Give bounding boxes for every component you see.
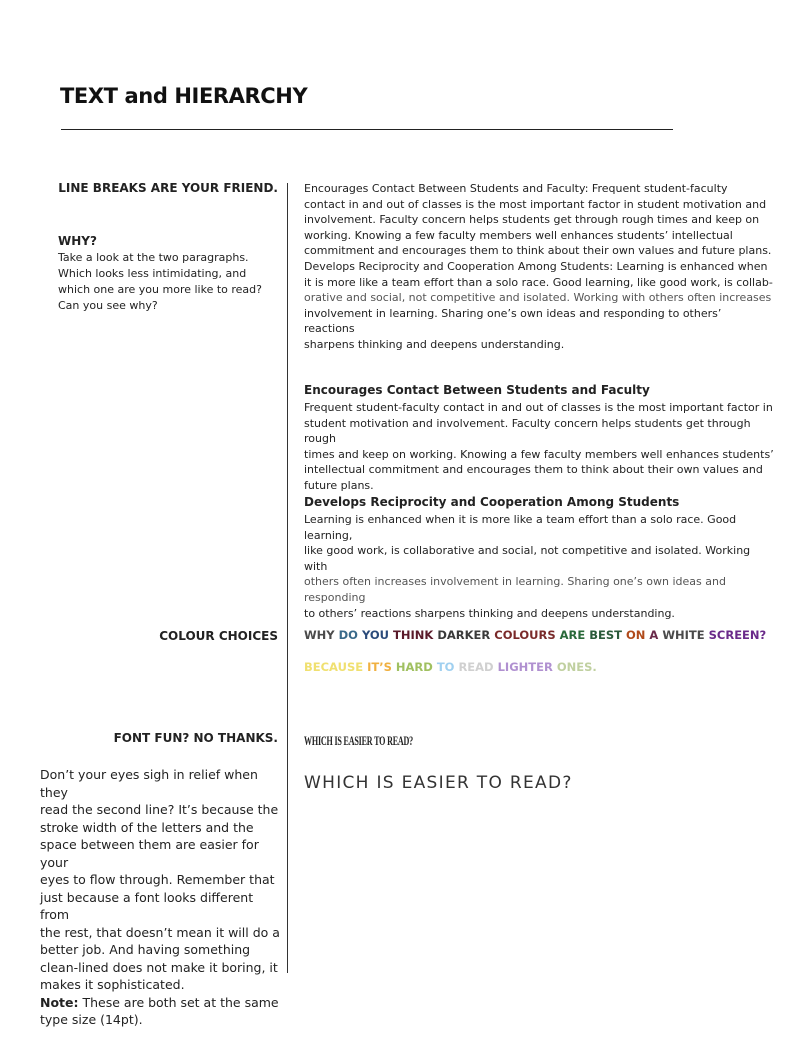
dark-colour-word: YOU [361, 628, 390, 642]
section1-paragraph [304, 400, 774, 494]
note-line-end: type size (14pt). [40, 1012, 143, 1027]
section2-line: others often increases involvement in learning. Sharing one’s own ideas and responding [304, 575, 726, 604]
section1-line: intellectual commitment and encourages them to think about their own values and [304, 463, 763, 477]
dark-colour-word: DARKER [437, 628, 491, 642]
block-line: involvement in learning. Sharing one’s own ideas and responding to others’ reactions [304, 306, 722, 336]
explanation-line: the rest, that doesn’t mean it will do a [40, 924, 280, 940]
dark-colours-sentence [304, 628, 770, 642]
clean-font-sample: WHICH IS EASIER TO READ? [304, 773, 573, 793]
explanation-line: Don’t your eyes sigh in relief when they [40, 767, 258, 800]
section1-line: student motivation and involvement. Faculty concern helps students get through rough [304, 416, 751, 446]
block-paragraph [304, 181, 774, 353]
condensed-font-sample: WHICH IS EASIER TO READ? [304, 733, 414, 748]
explanation-line: just because a font looks different from [40, 889, 254, 922]
light-colour-word: BECAUSE [304, 660, 364, 674]
note-line [40, 994, 280, 1012]
block-line: orative and social, not competitive and isolated. Working with others often increases [304, 291, 772, 305]
dark-colour-word: ARE [559, 628, 586, 642]
section2-line: like good work, is collaborative and social, not competitive and isolated. Working with [304, 544, 751, 573]
light-colour-word: HARD [395, 660, 433, 674]
why-heading: WHY? [58, 234, 97, 248]
block-line: working. Knowing a few faculty members well enhances students’ intellectual [304, 228, 733, 242]
block-line: Encourages Contact Between Students and Faculty: Frequent student-faculty [304, 182, 728, 195]
dark-colour-word: WHITE [662, 628, 705, 642]
line-breaks-heading: LINE BREAKS ARE YOUR FRIEND. [58, 181, 278, 195]
dark-colour-word: COLOURS [494, 628, 556, 642]
dark-colour-word: A [649, 628, 659, 642]
block-line: it is more like a team effort than a solo race. Good learning, like good work, is collab- [304, 275, 773, 289]
light-colour-word: IT’S [367, 660, 392, 674]
section1-line: Frequent student-faculty contact in and out of classes is the most important factor in [304, 401, 773, 414]
section2-line: to others’ reactions sharpens thinking and deepens understanding. [304, 606, 675, 620]
why-text: Take a look at the two paragraphs. Which looks less intimidating, and which one are you more like to read? Can you see why? [58, 251, 262, 312]
block-line: commitment and encourages them to think about their own values and future plans. [304, 244, 772, 258]
explanation-line: stroke width of the letters and the [40, 819, 254, 835]
explanation-line: makes it sophisticated. [40, 977, 185, 992]
dark-colour-word: ON [626, 628, 646, 642]
explanation-line: better job. And having something [40, 942, 251, 957]
light-colour-word: ONES. [556, 660, 597, 674]
font-fun-explanation [40, 766, 280, 1029]
dark-colour-word: WHY [304, 628, 335, 642]
section2-line: Learning is enhanced when it is more like a team effort than a solo race. Good learning, [304, 513, 737, 542]
dark-colour-word: DO [338, 628, 358, 642]
note-text: These are both set at the same [78, 994, 279, 1010]
block-line: involvement. Faculty concern helps students get through rough times and keep on [304, 213, 760, 227]
section2-heading: Develops Reciprocity and Cooperation Among Students [304, 495, 680, 509]
page-title: TEXT and HIERARCHY [60, 84, 308, 108]
block-line: contact in and out of classes is the most important factor in student motivation and [304, 197, 767, 211]
section1-line: future plans. [304, 478, 374, 492]
dark-colour-word: SCREEN? [708, 628, 767, 642]
dark-colour-word: BEST [589, 628, 623, 642]
explanation-line: eyes to flow through. Remember that [40, 872, 275, 887]
explanation-line: read the second line? It’s because the [40, 802, 279, 817]
block-line: sharpens thinking and deepens understanding. [304, 337, 565, 351]
font-fun-heading: FONT FUN? NO THANKS. [113, 731, 278, 745]
explanation-line: clean-lined does not make it boring, it [40, 959, 278, 975]
block-line: Develops Reciprocity and Cooperation Among Students: Learning is enhanced when [304, 259, 768, 273]
section1-line: times and keep on working. Knowing a few faculty members well enhances students’ [304, 447, 774, 461]
column-divider [287, 183, 288, 973]
title-divider [61, 129, 673, 130]
light-colour-word: READ [458, 660, 494, 674]
section1-heading: Encourages Contact Between Students and Faculty [304, 383, 650, 397]
dark-colour-word: THINK [393, 628, 434, 642]
section2-paragraph [304, 512, 774, 621]
note-label: Note: [40, 994, 79, 1010]
light-colours-sentence [304, 660, 601, 674]
light-colour-word: TO [436, 660, 455, 674]
colour-choices-heading: COLOUR CHOICES [159, 629, 278, 643]
explanation-line: space between them are easier for your [40, 837, 259, 870]
light-colour-word: LIGHTER [497, 660, 553, 674]
